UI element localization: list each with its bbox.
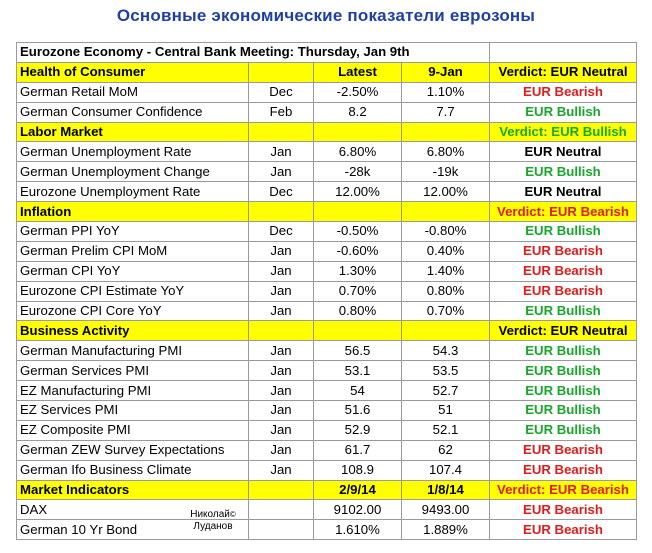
prior-value: 54.3 [402, 341, 490, 361]
period-cell [249, 122, 314, 142]
latest-value: 1.610% [314, 520, 402, 540]
table-title: Eurozone Economy - Central Bank Meeting: Thursday, Jan 9th [17, 43, 490, 63]
prior-value: 1.40% [402, 261, 490, 281]
period-cell: Dec [249, 182, 314, 202]
table-row [17, 82, 637, 102]
table-row [17, 142, 637, 162]
period-cell: Jan [249, 401, 314, 421]
verdict-cell: EUR Bullish [490, 102, 637, 122]
latest-value [314, 122, 402, 142]
indicator-name: German ZEW Survey Expectations [17, 440, 249, 460]
period-cell: Feb [249, 102, 314, 122]
verdict-cell: EUR Bearish [490, 261, 637, 281]
indicator-name: German Ifo Business Climate [17, 460, 249, 480]
prior-value: 12.00% [402, 182, 490, 202]
prior-value: -0.80% [402, 222, 490, 242]
latest-value: 9102.00 [314, 500, 402, 520]
indicator-name: German 10 Yr Bond [17, 520, 249, 540]
indicator-name: German Prelim CPI MoM [17, 241, 249, 261]
latest-value: -28k [314, 162, 402, 182]
section-row [17, 202, 637, 222]
indicator-name: German Consumer Confidence [17, 102, 249, 122]
prior-value: 9493.00 [402, 500, 490, 520]
prior-value: 51 [402, 401, 490, 421]
table-row [17, 261, 637, 281]
verdict-cell: EUR Bearish [490, 440, 637, 460]
verdict-cell: EUR Bullish [490, 361, 637, 381]
verdict-cell: EUR Bearish [490, 460, 637, 480]
author-signature [178, 509, 248, 533]
table-title-blank [490, 43, 637, 63]
verdict-cell: EUR Bullish [490, 401, 637, 421]
prior-value: 52.7 [402, 381, 490, 401]
prior-value: 0.80% [402, 281, 490, 301]
indicator-name: DAX [17, 500, 249, 520]
verdict-cell: EUR Bullish [490, 162, 637, 182]
verdict-cell: Verdict: EUR Bearish [490, 480, 637, 500]
indicator-name: EZ Composite PMI [17, 420, 249, 440]
table-row [17, 401, 637, 421]
period-cell: Jan [249, 460, 314, 480]
indicator-name: EZ Manufacturing PMI [17, 381, 249, 401]
period-cell [249, 62, 314, 82]
table-row [17, 420, 637, 440]
period-cell: Jan [249, 281, 314, 301]
verdict-cell: Verdict: EUR Neutral [490, 62, 637, 82]
indicator-name: Eurozone Unemployment Rate [17, 182, 249, 202]
section-name: Health of Consumer [17, 62, 249, 82]
indicator-name: German Unemployment Change [17, 162, 249, 182]
verdict-cell: EUR Bearish [490, 520, 637, 540]
verdict-cell: EUR Neutral [490, 182, 637, 202]
economy-table [16, 42, 637, 540]
verdict-cell: Verdict: EUR Neutral [490, 321, 637, 341]
period-cell: Jan [249, 361, 314, 381]
table-row [17, 102, 637, 122]
period-cell [249, 480, 314, 500]
latest-value [314, 202, 402, 222]
indicator-name: German PPI YoY [17, 222, 249, 242]
indicator-name: German Unemployment Rate [17, 142, 249, 162]
verdict-cell: EUR Bullish [490, 341, 637, 361]
indicator-name: EZ Services PMI [17, 401, 249, 421]
latest-value: 0.70% [314, 281, 402, 301]
table-row [17, 361, 637, 381]
period-cell: Jan [249, 241, 314, 261]
prior-value [402, 122, 490, 142]
latest-value: 0.80% [314, 301, 402, 321]
latest-value: 2/9/14 [314, 480, 402, 500]
verdict-cell: EUR Neutral [490, 142, 637, 162]
indicator-name: German Manufacturing PMI [17, 341, 249, 361]
table-row [17, 440, 637, 460]
verdict-cell: Verdict: EUR Bullish [490, 122, 637, 142]
signature-line2: Луданов [193, 521, 233, 532]
period-cell [249, 202, 314, 222]
table-row [17, 162, 637, 182]
indicator-name: Eurozone CPI Core YoY [17, 301, 249, 321]
prior-value: 7.7 [402, 102, 490, 122]
indicator-name: German Retail MoM [17, 82, 249, 102]
latest-value: 51.6 [314, 401, 402, 421]
table-row [17, 301, 637, 321]
prior-value: 1/8/14 [402, 480, 490, 500]
latest-value: 52.9 [314, 420, 402, 440]
verdict-cell: EUR Bearish [490, 500, 637, 520]
latest-value: 54 [314, 381, 402, 401]
period-cell [249, 321, 314, 341]
prior-value: 9-Jan [402, 62, 490, 82]
table-title-row [17, 43, 637, 63]
copyright-mark: © [229, 510, 236, 519]
table-row [17, 460, 637, 480]
latest-value: 6.80% [314, 142, 402, 162]
latest-value [314, 321, 402, 341]
period-cell: Jan [249, 301, 314, 321]
verdict-cell: EUR Bullish [490, 381, 637, 401]
latest-value: -2.50% [314, 82, 402, 102]
prior-value: 0.40% [402, 241, 490, 261]
section-name: Inflation [17, 202, 249, 222]
latest-value: Latest [314, 62, 402, 82]
section-name: Business Activity [17, 321, 249, 341]
prior-value: -19k [402, 162, 490, 182]
period-cell [249, 520, 314, 540]
prior-value: 0.70% [402, 301, 490, 321]
indicator-name: German CPI YoY [17, 261, 249, 281]
indicator-name: Eurozone CPI Estimate YoY [17, 281, 249, 301]
verdict-cell: EUR Bullish [490, 222, 637, 242]
table-row [17, 241, 637, 261]
latest-value: 53.1 [314, 361, 402, 381]
verdict-cell: Verdict: EUR Bearish [490, 202, 637, 222]
verdict-cell: EUR Bearish [490, 281, 637, 301]
verdict-cell: EUR Bearish [490, 241, 637, 261]
period-cell: Dec [249, 82, 314, 102]
table-row [17, 500, 637, 520]
table-row [17, 182, 637, 202]
section-row [17, 122, 637, 142]
prior-value: 6.80% [402, 142, 490, 162]
prior-value: 62 [402, 440, 490, 460]
indicator-name: German Services PMI [17, 361, 249, 381]
latest-value: 1.30% [314, 261, 402, 281]
latest-value: 61.7 [314, 440, 402, 460]
prior-value: 1.889% [402, 520, 490, 540]
period-cell: Jan [249, 381, 314, 401]
period-cell [249, 500, 314, 520]
section-row [17, 62, 637, 82]
prior-value: 53.5 [402, 361, 490, 381]
table-row [17, 222, 637, 242]
table-row [17, 341, 637, 361]
period-cell: Jan [249, 142, 314, 162]
table-row [17, 281, 637, 301]
period-cell: Jan [249, 162, 314, 182]
table-row [17, 520, 637, 540]
latest-value: 56.5 [314, 341, 402, 361]
table-row [17, 381, 637, 401]
period-cell: Jan [249, 341, 314, 361]
verdict-cell: EUR Bullish [490, 301, 637, 321]
latest-value: 12.00% [314, 182, 402, 202]
prior-value: 52.1 [402, 420, 490, 440]
period-cell: Jan [249, 440, 314, 460]
section-name: Market Indicators [17, 480, 249, 500]
latest-value: -0.50% [314, 222, 402, 242]
signature-line1: Николай [190, 509, 230, 520]
latest-value: 108.9 [314, 460, 402, 480]
period-cell: Jan [249, 261, 314, 281]
section-row [17, 321, 637, 341]
prior-value [402, 321, 490, 341]
period-cell: Jan [249, 420, 314, 440]
section-row [17, 480, 637, 500]
latest-value: -0.60% [314, 241, 402, 261]
verdict-cell: EUR Bullish [490, 420, 637, 440]
prior-value: 107.4 [402, 460, 490, 480]
section-name: Labor Market [17, 122, 249, 142]
prior-value [402, 202, 490, 222]
page-title: Основные экономические показатели еврозоны [116, 6, 536, 25]
period-cell: Dec [249, 222, 314, 242]
verdict-cell: EUR Bearish [490, 82, 637, 102]
prior-value: 1.10% [402, 82, 490, 102]
latest-value: 8.2 [314, 102, 402, 122]
